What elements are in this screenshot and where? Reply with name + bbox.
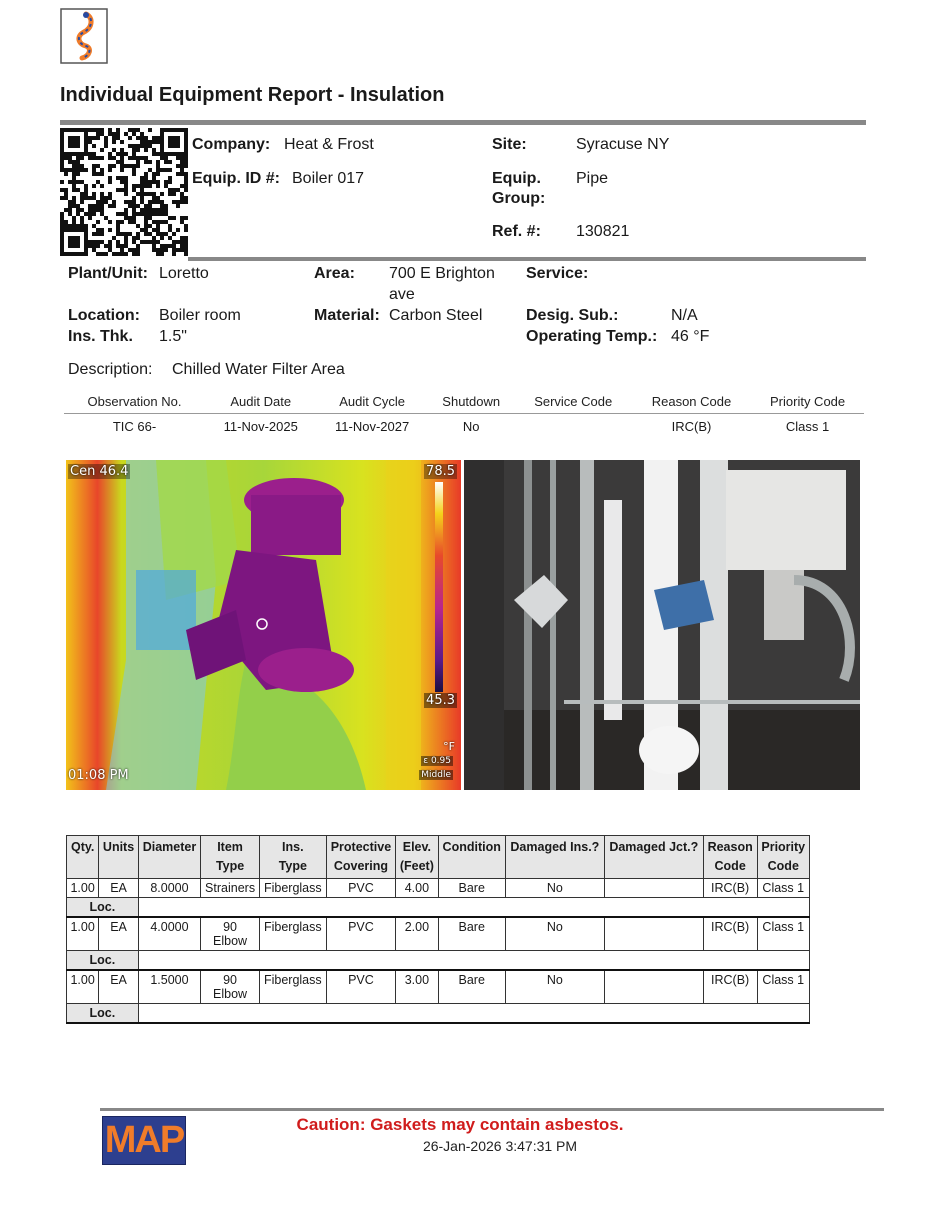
damaged-jct-header xyxy=(604,836,703,879)
location-row xyxy=(67,951,810,971)
item-type-line1: 90 xyxy=(223,973,238,987)
location-value: Boiler room xyxy=(159,307,241,324)
location-label: Location: xyxy=(68,307,140,324)
diameter-cell: 1.5000 xyxy=(138,970,200,1004)
ins-type-header-line2: Type xyxy=(278,859,307,873)
lizard-logo-icon xyxy=(60,8,108,64)
thermal-min-readout: 45.3 xyxy=(426,693,455,708)
plant-label: Plant/Unit: xyxy=(68,265,148,282)
priority-code-col-header-line2: Code xyxy=(767,859,799,873)
description-label: Description: xyxy=(68,361,153,378)
reason-code: IRC(B) xyxy=(671,419,712,434)
units-cell: EA xyxy=(99,879,138,898)
reason-code-cell: IRC(B) xyxy=(703,879,757,898)
thermal-max-readout: 78.5 xyxy=(426,464,455,479)
equip-id-label: Equip. ID #: xyxy=(192,170,280,187)
print-timestamp: 26-Jan-2026 3:47:31 PM xyxy=(422,1138,578,1154)
elev-header-line1: Elev. xyxy=(402,840,431,854)
thermal-center-readout: Cen 46.4 xyxy=(70,464,129,479)
item-type-line1: Strainers xyxy=(205,881,256,895)
priority-code-col-header-line1: Priority xyxy=(761,840,806,854)
damaged-ins-cell: No xyxy=(505,970,604,1004)
item-row xyxy=(67,917,810,951)
service-label: Service: xyxy=(526,265,589,282)
qty-header-text: Qty. xyxy=(70,840,95,854)
loc-value xyxy=(138,951,809,971)
equip-id-value: Boiler 017 xyxy=(292,170,365,187)
audit-cycle-header: Audit Cycle xyxy=(339,394,405,409)
diameter-cell: 4.0000 xyxy=(138,917,200,951)
ins-thk-value: 1.5" xyxy=(159,328,187,345)
operating-temp-label: Operating Temp.: xyxy=(526,328,658,345)
item-type-header-line1: Item xyxy=(217,840,243,854)
elev-header-line2: (Feet) xyxy=(399,859,434,873)
loc-label: Loc. xyxy=(67,951,139,971)
qty-header xyxy=(67,836,99,879)
footer-divider xyxy=(100,1108,884,1111)
reason-code-col-header-line1: Reason xyxy=(707,840,753,854)
elev-cell: 2.00 xyxy=(396,917,438,951)
loc-value xyxy=(138,898,809,918)
desig-sub-value: N/A xyxy=(671,307,698,324)
protective-covering-header-line2: Covering xyxy=(333,859,389,873)
priority-code: Class 1 xyxy=(785,419,830,434)
reason-code-cell: IRC(B) xyxy=(703,917,757,951)
ref-value: 130821 xyxy=(576,223,630,240)
desig-sub-label: Desig. Sub.: xyxy=(526,307,619,324)
units-cell: EA xyxy=(99,970,138,1004)
map-logo xyxy=(102,1116,186,1165)
observation-table xyxy=(64,390,864,439)
damaged-jct-cell xyxy=(604,879,703,898)
item-type-line1: 90 xyxy=(223,920,238,934)
equipment-photo xyxy=(464,460,860,790)
elev-cell: 3.00 xyxy=(396,970,438,1004)
operating-temp-value: 46 °F xyxy=(671,328,710,345)
item-type-cell xyxy=(201,970,260,1004)
items-header-row xyxy=(67,836,810,879)
item-type-header xyxy=(201,836,260,879)
items-table xyxy=(66,835,810,1024)
audit-date: 11-Nov-2025 xyxy=(223,419,298,434)
damaged-ins-cell: No xyxy=(505,917,604,951)
area-value-line2: ave xyxy=(389,286,415,303)
units-header xyxy=(99,836,138,879)
site-value: Syracuse NY xyxy=(576,136,670,153)
condition-cell: Bare xyxy=(438,917,505,951)
item-type-cell xyxy=(201,879,260,898)
description-value: Chilled Water Filter Area xyxy=(172,361,345,378)
material-label: Material: xyxy=(314,307,380,324)
elev-cell: 4.00 xyxy=(396,879,438,898)
location-row xyxy=(67,898,810,918)
units-cell: EA xyxy=(99,917,138,951)
qty-cell: 1.00 xyxy=(67,970,99,1004)
report-title: Individual Equipment Report - Insulation xyxy=(60,84,445,106)
qty-cell: 1.00 xyxy=(67,879,99,898)
shutdown: No xyxy=(462,419,480,434)
condition-header xyxy=(438,836,505,879)
audit-cycle: 11-Nov-2027 xyxy=(335,419,410,434)
damaged-ins-header xyxy=(505,836,604,879)
damaged-ins-header-text: Damaged Ins.? xyxy=(510,840,600,854)
damaged-ins-cell: No xyxy=(505,879,604,898)
equip-group-label-line1: Equip. xyxy=(492,170,541,187)
area-value-line1: 700 E Brighton xyxy=(389,265,495,282)
condition-header-text: Condition xyxy=(442,840,501,854)
item-type-header-line2: Type xyxy=(215,859,245,873)
protective-covering-header xyxy=(326,836,396,879)
priority-code-cell: Class 1 xyxy=(757,879,809,898)
qr-code xyxy=(60,128,188,256)
area-label: Area: xyxy=(314,265,355,282)
ins-type-header-line1: Ins. xyxy=(282,840,304,854)
item-row xyxy=(67,879,810,898)
item-type-cell xyxy=(201,917,260,951)
protective-covering-cell: PVC xyxy=(326,917,396,951)
header-divider xyxy=(188,257,866,261)
qty-cell: 1.00 xyxy=(67,917,99,951)
observation-header-row xyxy=(64,390,864,414)
protective-covering-cell: PVC xyxy=(326,879,396,898)
ref-label: Ref. #: xyxy=(492,223,541,240)
reason-code-cell: IRC(B) xyxy=(703,970,757,1004)
shutdown-header: Shutdown xyxy=(442,394,501,409)
damaged-jct-header-text: Damaged Jct.? xyxy=(609,840,699,854)
diameter-cell: 8.0000 xyxy=(138,879,200,898)
ins-type-cell: Fiberglass xyxy=(259,970,326,1004)
item-row xyxy=(67,970,810,1004)
location-row xyxy=(67,1004,810,1024)
loc-label: Loc. xyxy=(67,1004,139,1024)
protective-covering-cell: PVC xyxy=(326,970,396,1004)
audit-date-header: Audit Date xyxy=(230,394,292,409)
priority-code-cell: Class 1 xyxy=(757,917,809,951)
condition-cell: Bare xyxy=(438,879,505,898)
diameter-header-text: Diameter xyxy=(142,840,197,854)
protective-covering-header-line1: Protective xyxy=(330,840,392,854)
diameter-header xyxy=(138,836,200,879)
thermal-image xyxy=(66,460,461,790)
map-logo-text: MAP xyxy=(104,1119,184,1161)
service-code-header: Service Code xyxy=(534,394,613,409)
service-code xyxy=(515,414,632,440)
elev-header xyxy=(396,836,438,879)
damaged-jct-cell xyxy=(604,970,703,1004)
company-value: Heat & Frost xyxy=(284,136,374,153)
priority-code-cell: Class 1 xyxy=(757,970,809,1004)
item-type-line2: Elbow xyxy=(213,934,248,948)
thermal-time: 01:08 PM xyxy=(68,768,129,783)
thermal-mode: Middle xyxy=(421,770,451,780)
thermal-emissivity: ε 0.95 xyxy=(423,756,451,766)
company-label: Company: xyxy=(192,136,271,153)
condition-cell: Bare xyxy=(438,970,505,1004)
reason-code-col-header-line2: Code xyxy=(714,859,746,873)
ins-thk-label: Ins. Thk. xyxy=(68,328,133,345)
title-divider xyxy=(60,120,866,125)
reason-code-header: Reason Code xyxy=(651,394,732,409)
observation-no: TIC 66- xyxy=(112,419,157,434)
equip-group-label-line2: Group: xyxy=(492,190,546,207)
priority-code-col-header xyxy=(757,836,809,879)
caution-text: Caution: Gaskets may contain asbestos. xyxy=(296,1115,624,1134)
observation-row xyxy=(64,414,864,440)
loc-value xyxy=(138,1004,809,1024)
site-label: Site: xyxy=(492,136,527,153)
ins-type-cell: Fiberglass xyxy=(259,917,326,951)
units-header-text: Units xyxy=(102,840,135,854)
damaged-jct-cell xyxy=(604,917,703,951)
loc-label: Loc. xyxy=(67,898,139,918)
reason-code-col-header xyxy=(703,836,757,879)
item-type-line2: Elbow xyxy=(213,987,248,1001)
thermal-unit: °F xyxy=(443,740,455,753)
priority-code-header: Priority Code xyxy=(770,394,846,409)
plant-value: Loretto xyxy=(159,265,209,282)
ins-type-cell: Fiberglass xyxy=(259,879,326,898)
observation-no-header: Observation No. xyxy=(87,394,182,409)
material-value: Carbon Steel xyxy=(389,307,483,324)
ins-type-header xyxy=(259,836,326,879)
equip-group-value: Pipe xyxy=(576,170,609,187)
